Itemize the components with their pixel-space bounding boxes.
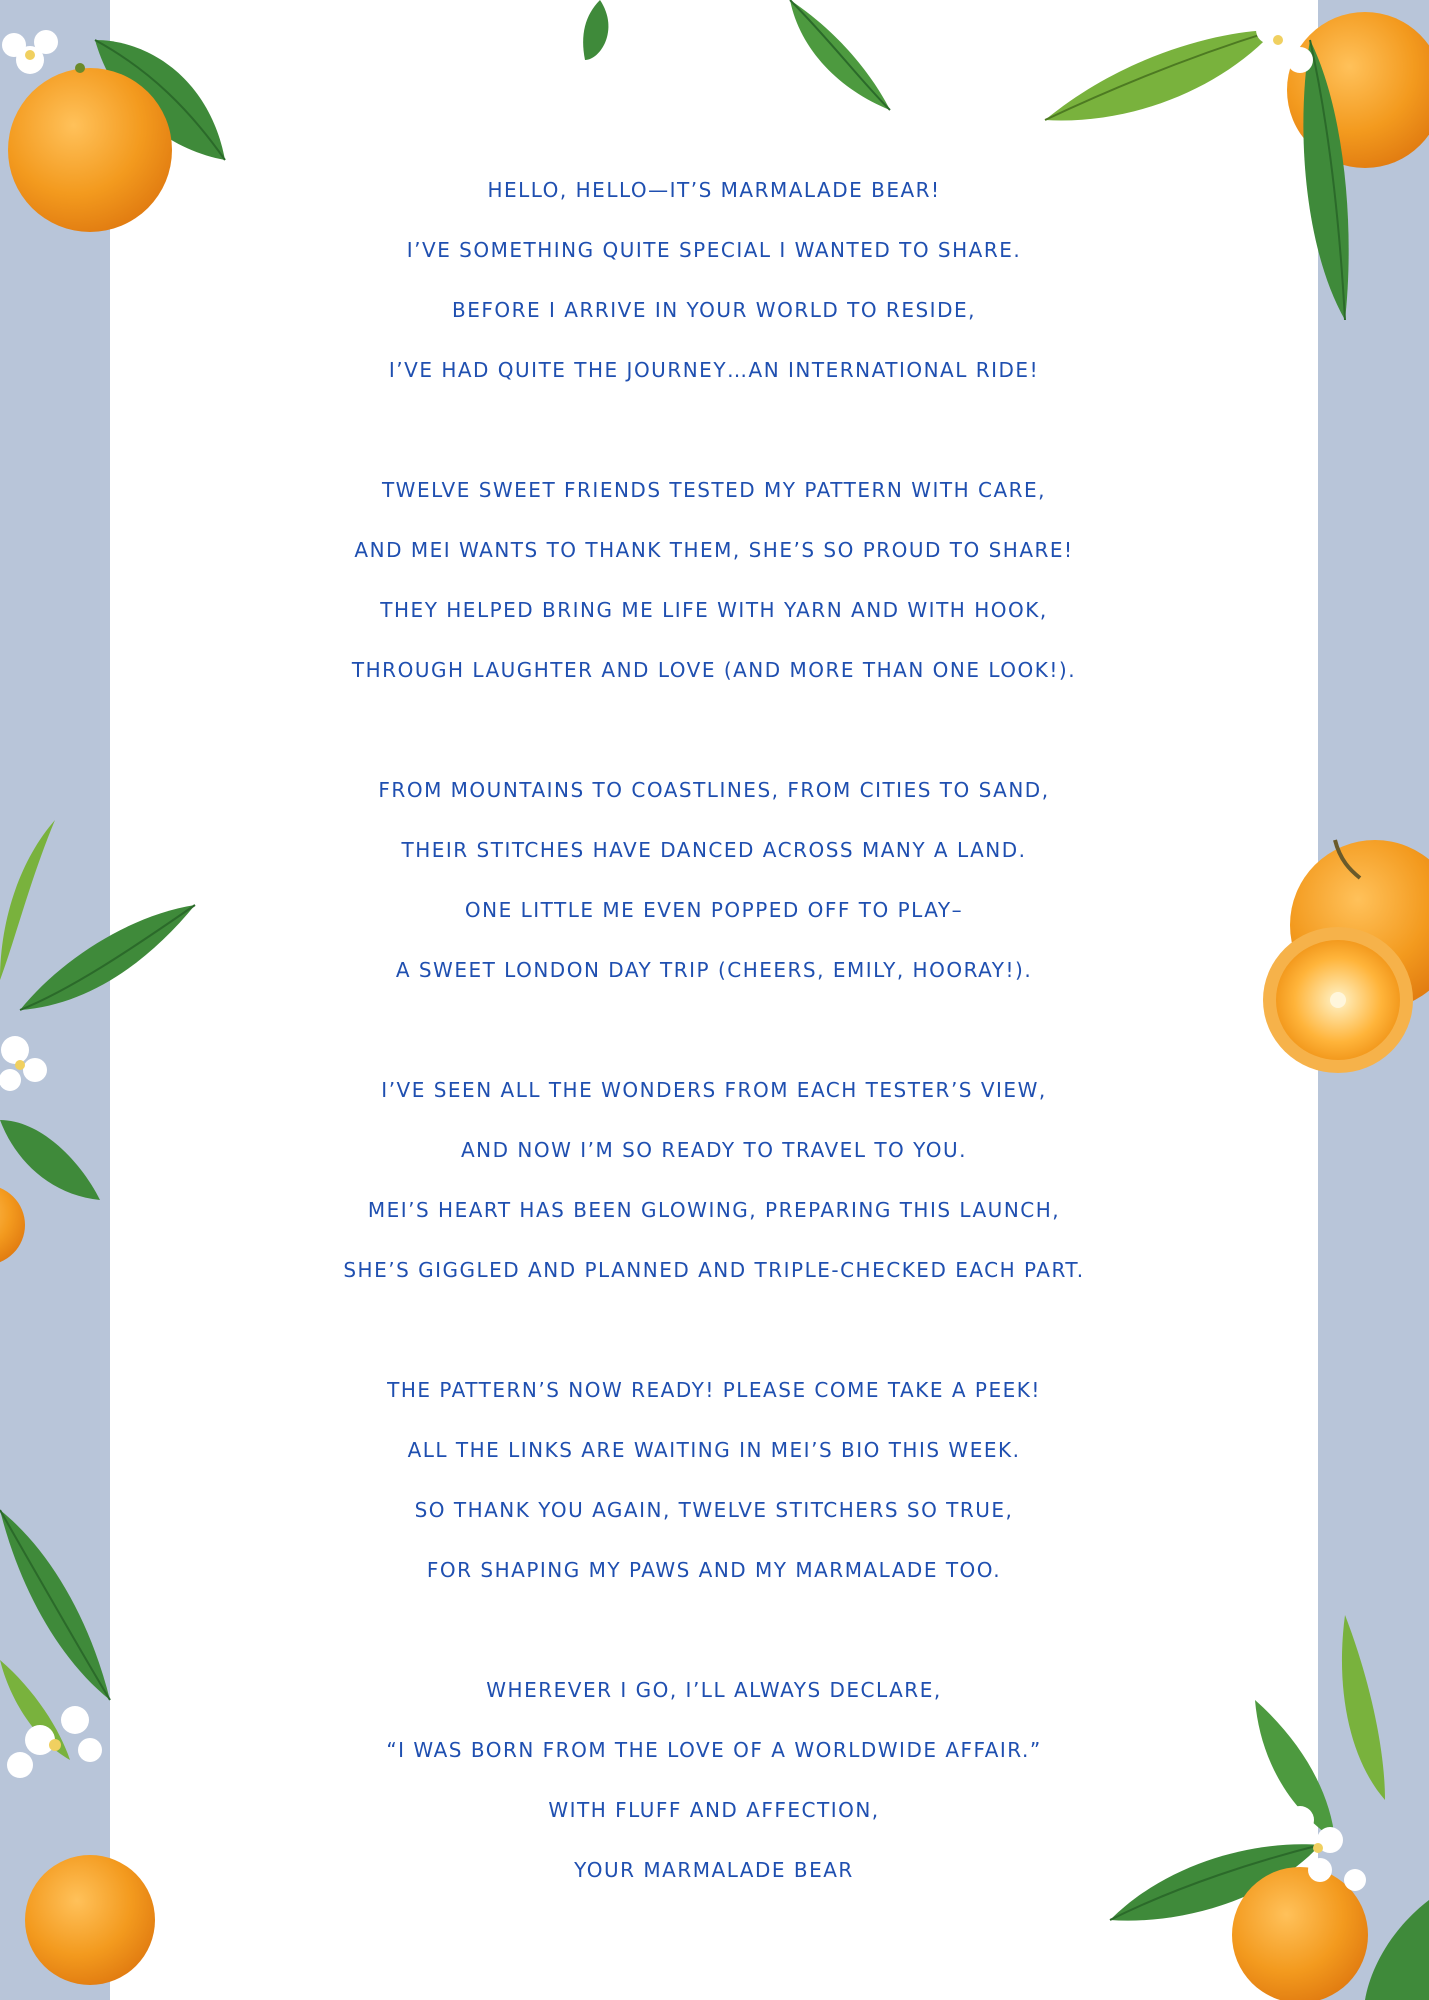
poem-stanza-2 bbox=[110, 460, 1318, 700]
poem-line: TWELVE SWEET FRIENDS TESTED MY PATTERN WITH CARE, bbox=[381, 478, 1047, 502]
poem-line: MEI’S HEART HAS BEEN GLOWING, PREPARING THIS LAUNCH, bbox=[367, 1198, 1061, 1222]
blossom-icon bbox=[7, 1706, 102, 1778]
poem-line: THROUGH LAUGHTER AND LOVE (AND MORE THAN ONE LOOK!). bbox=[351, 658, 1077, 682]
poem-stanza-5 bbox=[110, 1360, 1318, 1600]
poem bbox=[110, 160, 1318, 1960]
poem-line: WITH FLUFF AND AFFECTION, bbox=[548, 1798, 880, 1822]
poem-line: SO THANK YOU AGAIN, TWELVE STITCHERS SO TRUE, bbox=[414, 1498, 1014, 1522]
blossom-icon bbox=[0, 1036, 47, 1091]
poem-line: THEIR STITCHES HAVE DANCED ACROSS MANY A LAND. bbox=[401, 838, 1027, 862]
poem-line: AND NOW I’M SO READY TO TRAVEL TO YOU. bbox=[460, 1138, 967, 1162]
poem-line: I’VE SEEN ALL THE WONDERS FROM EACH TESTER’S VIEW, bbox=[381, 1078, 1047, 1102]
poem-line: THE PATTERN’S NOW READY! PLEASE COME TAKE A PEEK! bbox=[387, 1378, 1041, 1402]
poem-line: YOUR MARMALADE BEAR bbox=[574, 1858, 854, 1882]
orange-fruit-icon bbox=[0, 1185, 25, 1265]
blossom-icon bbox=[2, 30, 58, 74]
poem-line: AND MEI WANTS TO THANK THEM, SHE’S SO PROUD TO SHARE! bbox=[354, 538, 1074, 562]
poem-stanza-1 bbox=[110, 160, 1318, 400]
poem-stanza-3 bbox=[110, 760, 1318, 1000]
leaf-icon bbox=[0, 1510, 110, 1760]
poem-line: WHEREVER I GO, I’LL ALWAYS DECLARE, bbox=[486, 1678, 942, 1702]
poem-line: I’VE SOMETHING QUITE SPECIAL I WANTED TO SHARE. bbox=[406, 238, 1022, 262]
poem-line: THEY HELPED BRING ME LIFE WITH YARN AND WITH HOOK, bbox=[380, 598, 1048, 622]
poem-line: ALL THE LINKS ARE WAITING IN MEI’S BIO THIS WEEK. bbox=[407, 1438, 1021, 1462]
poem-line: BEFORE I ARRIVE IN YOUR WORLD TO RESIDE, bbox=[452, 298, 976, 322]
poem-stanza-4 bbox=[110, 1060, 1318, 1300]
poem-line: I’VE HAD QUITE THE JOURNEY…AN INTERNATIONAL RIDE! bbox=[388, 358, 1040, 382]
poem-line: ONE LITTLE ME EVEN POPPED OFF TO PLAY– bbox=[464, 898, 964, 922]
poem-line: FROM MOUNTAINS TO COASTLINES, FROM CITIES TO SAND, bbox=[378, 778, 1050, 802]
poem-stanza-6 bbox=[110, 1660, 1318, 1900]
poem-line: HELLO, HELLO—IT’S MARMALADE BEAR! bbox=[487, 178, 941, 202]
poem-line: FOR SHAPING MY PAWS AND MY MARMALADE TOO. bbox=[426, 1558, 1002, 1582]
poem-line: A SWEET LONDON DAY TRIP (CHEERS, EMILY, HOORAY!). bbox=[395, 958, 1033, 982]
poem-line: SHE’S GIGGLED AND PLANNED AND TRIPLE-CHECKED EACH PART. bbox=[343, 1258, 1085, 1282]
poem-line: “I WAS BORN FROM THE LOVE OF A WORLDWIDE AFFAIR.” bbox=[386, 1738, 1042, 1762]
